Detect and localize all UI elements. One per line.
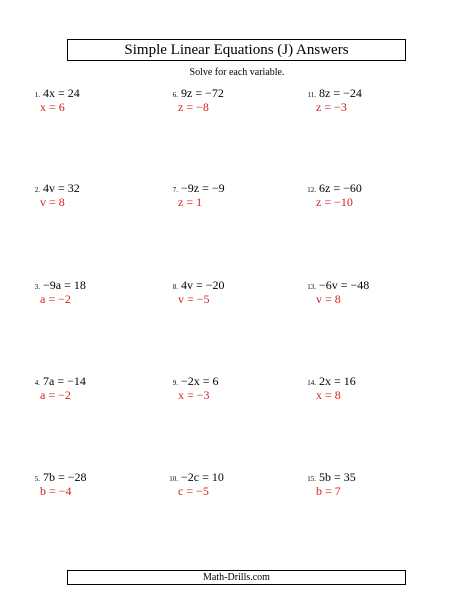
- answer: c = −5: [178, 484, 209, 498]
- answer: v = −5: [178, 292, 210, 306]
- equation: 4x = 24: [43, 86, 80, 100]
- problem: [28, 181, 158, 209]
- problem: [166, 470, 296, 498]
- answer: x = 6: [40, 100, 65, 114]
- problem-number: 1.: [34, 91, 40, 99]
- problem-number: 9.: [172, 379, 178, 387]
- answer: v = 8: [316, 292, 341, 306]
- problem: [166, 86, 296, 114]
- problem-number: 6.: [172, 91, 178, 99]
- problem: [304, 374, 434, 402]
- equation: −6v = −48: [319, 278, 370, 292]
- problem: [304, 278, 434, 306]
- equation: −9a = 18: [43, 278, 86, 292]
- equation: 5b = 35: [319, 470, 356, 484]
- answer: a = −2: [40, 388, 71, 402]
- answer: b = 7: [316, 484, 341, 498]
- problem: [28, 278, 158, 306]
- footer: [67, 570, 406, 585]
- problem: [28, 374, 158, 402]
- problem-number: 10.: [169, 475, 178, 483]
- problem-number: 4.: [34, 379, 40, 387]
- answer: z = −3: [316, 100, 347, 114]
- equation: 7b = −28: [43, 470, 87, 484]
- problem: [166, 374, 296, 402]
- problem: [304, 181, 434, 209]
- problem: [28, 86, 158, 114]
- equation: −2x = 6: [181, 374, 219, 388]
- answer: a = −2: [40, 292, 71, 306]
- equation: 9z = −72: [181, 86, 224, 100]
- answer: x = −3: [178, 388, 210, 402]
- problem: [166, 278, 296, 306]
- footer-text: Math-Drills.com: [203, 572, 270, 583]
- answer: v = 8: [40, 195, 65, 209]
- problem: [28, 470, 158, 498]
- problem-number: 12.: [307, 186, 316, 194]
- equation: 4v = 32: [43, 181, 80, 195]
- answer: x = 8: [316, 388, 341, 402]
- equation: 8z = −24: [319, 86, 362, 100]
- problem-number: 15.: [307, 475, 316, 483]
- problem: [304, 470, 434, 498]
- equation: 7a = −14: [43, 374, 86, 388]
- problem: [304, 86, 434, 114]
- problem-number: 5.: [34, 475, 40, 483]
- problem-number: 8.: [172, 283, 178, 291]
- equation: −2c = 10: [181, 470, 224, 484]
- problem-number: 14.: [307, 379, 316, 387]
- problem-number: 7.: [172, 186, 178, 194]
- worksheet-title: [67, 39, 406, 61]
- answer: z = −8: [178, 100, 209, 114]
- answer: z = −10: [316, 195, 353, 209]
- instructions: Solve for each variable.: [189, 67, 285, 78]
- problem-number: 2.: [34, 186, 40, 194]
- problem: [166, 181, 296, 209]
- problem-number: 3.: [34, 283, 40, 291]
- answer: b = −4: [40, 484, 72, 498]
- worksheet-title-text: Simple Linear Equations (J) Answers: [124, 41, 349, 58]
- equation: 4v = −20: [181, 278, 225, 292]
- equation: 6z = −60: [319, 181, 362, 195]
- equation: 2x = 16: [319, 374, 356, 388]
- problem-number: 13.: [307, 283, 316, 291]
- equation: −9z = −9: [181, 181, 225, 195]
- problem-number: 11.: [307, 91, 316, 99]
- answer: z = 1: [178, 195, 203, 209]
